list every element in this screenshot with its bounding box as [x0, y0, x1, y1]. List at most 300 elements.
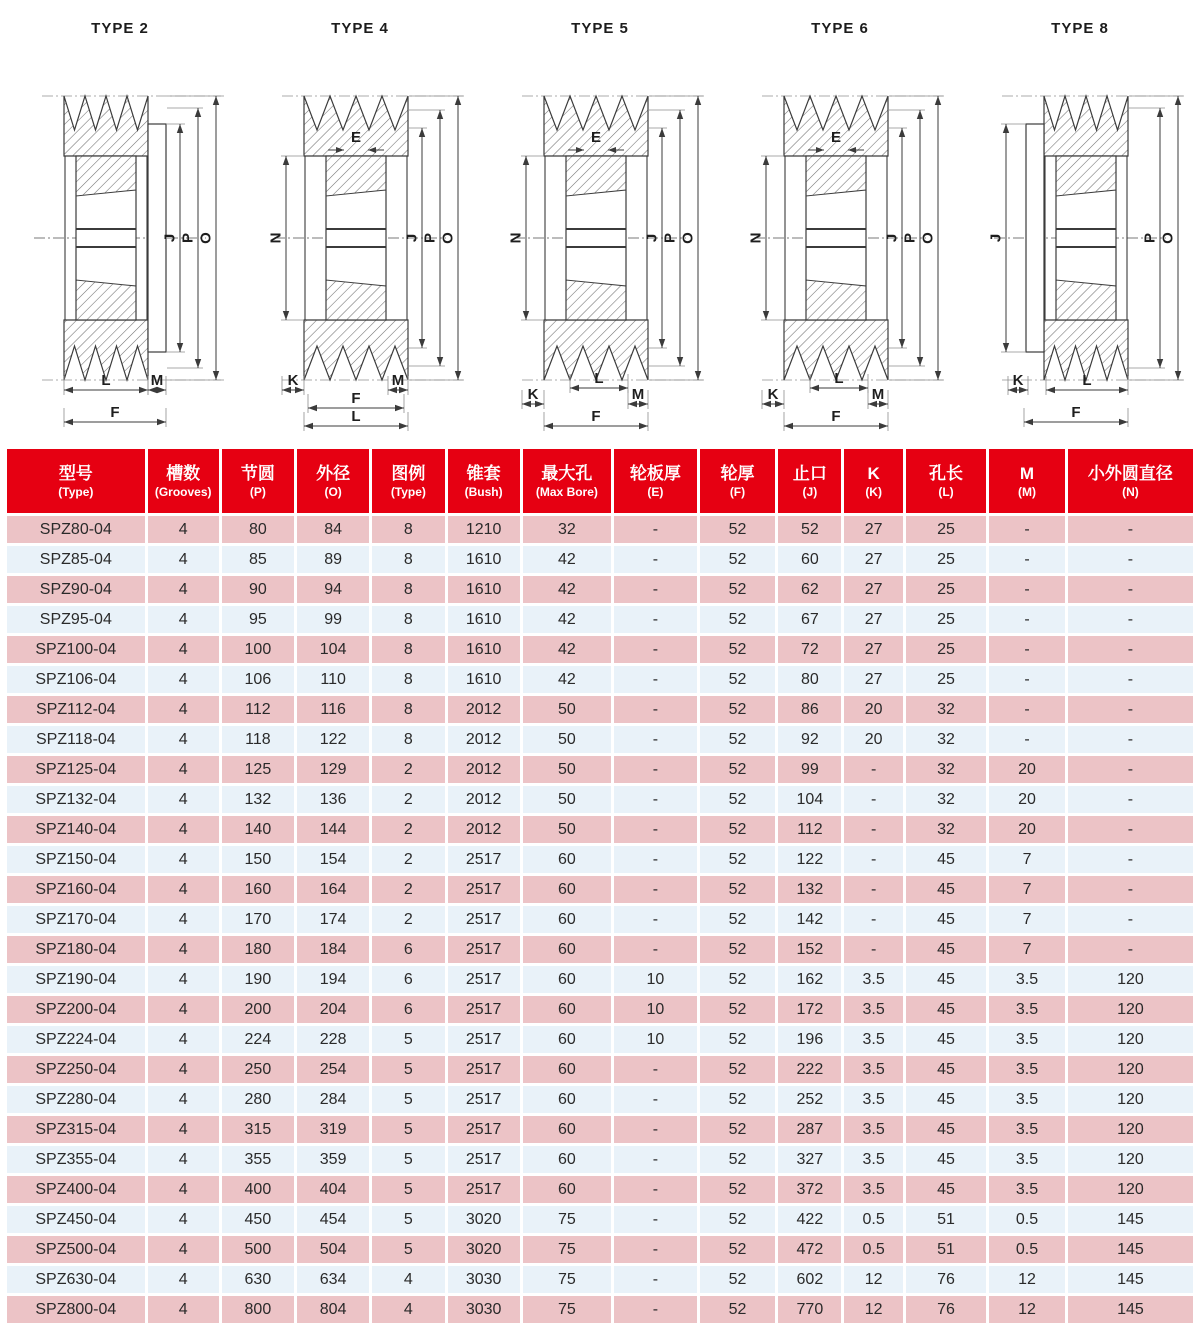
- table-cell: -: [614, 576, 697, 603]
- pulley-cross-section: [34, 96, 224, 427]
- table-cell: -: [614, 906, 697, 933]
- table-cell: 170: [222, 906, 294, 933]
- column-header-3: [297, 449, 369, 513]
- table-cell: 184: [297, 936, 369, 963]
- table-cell: 25: [906, 606, 986, 633]
- table-cell: 3.5: [844, 1176, 902, 1203]
- table-cell: 10: [614, 966, 697, 993]
- table-cell: 196: [778, 1026, 841, 1053]
- table-cell: 284: [297, 1086, 369, 1113]
- table-cell: -: [989, 546, 1065, 573]
- table-cell: 4: [148, 576, 219, 603]
- table-cell: 2517: [448, 846, 520, 873]
- table-cell: 52: [700, 966, 776, 993]
- table-cell: 2012: [448, 696, 520, 723]
- table-cell: 42: [523, 636, 611, 663]
- table-cell: -: [614, 876, 697, 903]
- table-cell: 45: [906, 966, 986, 993]
- table-cell: 20: [989, 816, 1065, 843]
- table-cell: 52: [700, 636, 776, 663]
- table-cell: 27: [844, 606, 902, 633]
- drawing-title: TYPE 2: [91, 20, 149, 37]
- table-cell: 4: [148, 1056, 219, 1083]
- table-cell: 7: [989, 906, 1065, 933]
- table-cell: 32: [906, 816, 986, 843]
- table-row: [7, 606, 1193, 633]
- column-header-zh: K: [867, 464, 880, 484]
- table-cell: -: [614, 666, 697, 693]
- table-cell: 120: [1068, 996, 1193, 1023]
- table-cell: 4: [372, 1266, 444, 1293]
- table-cell: 4: [148, 1266, 219, 1293]
- table-cell: 52: [700, 606, 776, 633]
- pulley-cross-section: [268, 96, 465, 431]
- table-cell: 32: [906, 696, 986, 723]
- table-cell: 72: [778, 636, 841, 663]
- table-row: [7, 516, 1193, 543]
- table-cell: 99: [297, 606, 369, 633]
- table-cell: -: [989, 606, 1065, 633]
- table-cell: 3.5: [844, 1146, 902, 1173]
- table-cell: 400: [222, 1176, 294, 1203]
- pulley-diagram-svg: [962, 38, 1198, 438]
- table-cell: 27: [844, 516, 902, 543]
- table-cell: 7: [989, 876, 1065, 903]
- table-cell: 95: [222, 606, 294, 633]
- table-cell: 52: [700, 516, 776, 543]
- table-cell: 45: [906, 996, 986, 1023]
- table-row: [7, 1236, 1193, 1263]
- table-cell: 200: [222, 996, 294, 1023]
- table-cell: 8: [372, 666, 444, 693]
- cell-model: SPZ132-04: [7, 786, 145, 813]
- cell-model: SPZ200-04: [7, 996, 145, 1023]
- table-cell: 2517: [448, 906, 520, 933]
- table-cell: 84: [297, 516, 369, 543]
- table-cell: 120: [1068, 1026, 1193, 1053]
- table-cell: 12: [989, 1266, 1065, 1293]
- table-cell: 60: [523, 966, 611, 993]
- table-cell: 2012: [448, 756, 520, 783]
- drawing-title: TYPE 8: [1051, 20, 1109, 37]
- cell-model: SPZ280-04: [7, 1086, 145, 1113]
- table-cell: -: [844, 756, 902, 783]
- table-cell: 52: [700, 546, 776, 573]
- table-cell: 27: [844, 666, 902, 693]
- table-cell: -: [614, 696, 697, 723]
- column-header-en: (Type): [390, 484, 426, 499]
- table-row: [7, 1296, 1193, 1323]
- dim-label-E: E: [590, 129, 602, 146]
- table-cell: 52: [700, 576, 776, 603]
- table-cell: 132: [222, 786, 294, 813]
- table-cell: 80: [778, 666, 841, 693]
- column-header-en: (Bush): [464, 484, 503, 499]
- table-cell: 52: [700, 1236, 776, 1263]
- table-cell: 4: [148, 786, 219, 813]
- table-cell: 4: [148, 1236, 219, 1263]
- table-cell: 75: [523, 1266, 611, 1293]
- table-cell: 120: [1068, 1116, 1193, 1143]
- table-cell: 164: [297, 876, 369, 903]
- table-cell: 2517: [448, 1056, 520, 1083]
- table-cell: 8: [372, 696, 444, 723]
- table-cell: 2517: [448, 1146, 520, 1173]
- table-row: [7, 1206, 1193, 1233]
- table-cell: 634: [297, 1266, 369, 1293]
- table-cell: 89: [297, 546, 369, 573]
- column-header-0: [7, 449, 145, 513]
- dim-label-L: L: [1082, 372, 1092, 389]
- table-cell: -: [614, 786, 697, 813]
- table-row: [7, 696, 1193, 723]
- table-cell: 5: [372, 1026, 444, 1053]
- table-cell: 12: [844, 1296, 902, 1323]
- table-cell: -: [989, 696, 1065, 723]
- table-cell: 104: [297, 636, 369, 663]
- table-cell: 4: [148, 696, 219, 723]
- table-row: [7, 876, 1193, 903]
- table-cell: 172: [778, 996, 841, 1023]
- table-cell: -: [614, 846, 697, 873]
- table-cell: -: [844, 816, 902, 843]
- table-cell: 630: [222, 1266, 294, 1293]
- table-cell: 2517: [448, 966, 520, 993]
- table-cell: -: [989, 726, 1065, 753]
- dim-label-L: L: [594, 370, 604, 387]
- table-cell: 4: [148, 1146, 219, 1173]
- table-cell: 60: [523, 1116, 611, 1143]
- table-cell: 104: [778, 786, 841, 813]
- column-header-zh: 图例: [391, 464, 426, 484]
- table-cell: 1210: [448, 516, 520, 543]
- pulley-drawings-row: [0, 0, 1200, 444]
- table-cell: 12: [989, 1296, 1065, 1323]
- cell-model: SPZ118-04: [7, 726, 145, 753]
- table-cell: 287: [778, 1116, 841, 1143]
- table-cell: 32: [906, 756, 986, 783]
- table-cell: 45: [906, 876, 986, 903]
- cell-model: SPZ90-04: [7, 576, 145, 603]
- table-cell: -: [614, 1146, 697, 1173]
- table-cell: 5: [372, 1176, 444, 1203]
- table-row: [7, 816, 1193, 843]
- table-cell: 2: [372, 876, 444, 903]
- dim-label-J: J: [987, 233, 1005, 243]
- cell-model: SPZ800-04: [7, 1296, 145, 1323]
- table-cell: 2: [372, 786, 444, 813]
- table-cell: 8: [372, 726, 444, 753]
- dim-label-K: K: [1012, 372, 1024, 389]
- table-cell: 4: [148, 606, 219, 633]
- table-cell: 32: [906, 786, 986, 813]
- table-cell: 52: [700, 846, 776, 873]
- table-cell: 122: [778, 846, 841, 873]
- table-cell: 252: [778, 1086, 841, 1113]
- dim-label-O: O: [1159, 232, 1177, 244]
- table-cell: 3.5: [844, 1116, 902, 1143]
- column-header-11: [906, 449, 986, 513]
- table-cell: 3.5: [844, 1056, 902, 1083]
- table-cell: 10: [614, 996, 697, 1023]
- table-cell: 52: [700, 996, 776, 1023]
- column-header-8: [700, 449, 776, 513]
- table-cell: 42: [523, 576, 611, 603]
- table-cell: 4: [148, 876, 219, 903]
- table-cell: 2012: [448, 816, 520, 843]
- dim-label-F: F: [351, 390, 361, 407]
- table-cell: 45: [906, 906, 986, 933]
- table-row: [7, 636, 1193, 663]
- table-row: [7, 786, 1193, 813]
- table-cell: 5: [372, 1116, 444, 1143]
- table-cell: 60: [523, 906, 611, 933]
- table-cell: 52: [700, 696, 776, 723]
- column-header-zh: 止口: [792, 464, 827, 484]
- table-cell: 106: [222, 666, 294, 693]
- table-cell: 4: [148, 726, 219, 753]
- cell-model: SPZ106-04: [7, 666, 145, 693]
- column-header-zh: 最大孔: [541, 464, 593, 484]
- table-cell: 5: [372, 1146, 444, 1173]
- table-cell: 2012: [448, 786, 520, 813]
- cell-model: SPZ224-04: [7, 1026, 145, 1053]
- table-cell: 3030: [448, 1296, 520, 1323]
- table-cell: 7: [989, 936, 1065, 963]
- table-cell: 45: [906, 1116, 986, 1143]
- table-cell: 45: [906, 846, 986, 873]
- table-cell: 1610: [448, 546, 520, 573]
- table-cell: 3.5: [844, 1026, 902, 1053]
- table-cell: 125: [222, 756, 294, 783]
- table-cell: 20: [844, 696, 902, 723]
- dim-label-O: O: [679, 232, 697, 244]
- table-cell: 3.5: [989, 1146, 1065, 1173]
- table-cell: 12: [844, 1266, 902, 1293]
- dim-label-M: M: [150, 372, 164, 389]
- dim-label-K: K: [767, 386, 779, 403]
- table-cell: 85: [222, 546, 294, 573]
- drawing-type-4: [242, 6, 478, 444]
- column-header-9: [778, 449, 841, 513]
- cell-model: SPZ150-04: [7, 846, 145, 873]
- table-cell: 129: [297, 756, 369, 783]
- table-cell: 4: [148, 756, 219, 783]
- table-cell: 112: [222, 696, 294, 723]
- column-header-en: (Type): [58, 484, 94, 499]
- table-cell: -: [1068, 666, 1193, 693]
- table-cell: 504: [297, 1236, 369, 1263]
- column-header-5: [448, 449, 520, 513]
- table-cell: -: [614, 1236, 697, 1263]
- table-cell: 254: [297, 1056, 369, 1083]
- column-header-7: [614, 449, 697, 513]
- dim-label-M: M: [631, 386, 645, 403]
- table-cell: 8: [372, 516, 444, 543]
- table-cell: 0.5: [989, 1236, 1065, 1263]
- table-row: [7, 1116, 1193, 1143]
- table-cell: 4: [148, 966, 219, 993]
- table-cell: 250: [222, 1056, 294, 1083]
- table-cell: 60: [523, 1026, 611, 1053]
- web-plate: [1026, 124, 1044, 352]
- table-cell: 154: [297, 846, 369, 873]
- table-cell: 0.5: [989, 1206, 1065, 1233]
- table-cell: -: [1068, 876, 1193, 903]
- table-cell: 120: [1068, 1146, 1193, 1173]
- table-cell: 454: [297, 1206, 369, 1233]
- table-cell: -: [614, 1176, 697, 1203]
- table-cell: 67: [778, 606, 841, 633]
- table-cell: 50: [523, 816, 611, 843]
- table-cell: 42: [523, 606, 611, 633]
- table-cell: 280: [222, 1086, 294, 1113]
- dim-label-P: P: [421, 232, 439, 244]
- cell-model: SPZ125-04: [7, 756, 145, 783]
- column-header-2: [222, 449, 294, 513]
- table-cell: 359: [297, 1146, 369, 1173]
- table-cell: -: [989, 666, 1065, 693]
- pulley-diagram: [242, 38, 478, 438]
- table-cell: 42: [523, 666, 611, 693]
- table-cell: 25: [906, 516, 986, 543]
- table-cell: 52: [700, 1206, 776, 1233]
- table-cell: 20: [844, 726, 902, 753]
- table-cell: 4: [148, 996, 219, 1023]
- table-cell: 3.5: [844, 966, 902, 993]
- table-cell: 2: [372, 846, 444, 873]
- table-cell: 52: [778, 516, 841, 543]
- table-cell: 60: [523, 996, 611, 1023]
- table-cell: 2517: [448, 1116, 520, 1143]
- table-cell: 4: [372, 1296, 444, 1323]
- table-row: [7, 966, 1193, 993]
- column-header-en: (N): [1122, 484, 1139, 499]
- table-cell: 4: [148, 1026, 219, 1053]
- table-cell: 4: [148, 846, 219, 873]
- table-cell: -: [844, 786, 902, 813]
- column-header-13: [1068, 449, 1193, 513]
- cell-model: SPZ80-04: [7, 516, 145, 543]
- drawing-type-8: [962, 6, 1198, 444]
- table-cell: 2517: [448, 1026, 520, 1053]
- table-cell: 228: [297, 1026, 369, 1053]
- table-cell: 60: [523, 846, 611, 873]
- table-cell: 120: [1068, 1056, 1193, 1083]
- column-header-zh: 轮板厚: [629, 464, 681, 484]
- table-cell: -: [614, 936, 697, 963]
- drawing-title: TYPE 4: [331, 20, 389, 37]
- cell-model: SPZ85-04: [7, 546, 145, 573]
- table-cell: 52: [700, 1176, 776, 1203]
- pulley-cross-section: [748, 96, 945, 431]
- cell-model: SPZ500-04: [7, 1236, 145, 1263]
- table-row: [7, 1146, 1193, 1173]
- table-cell: 52: [700, 906, 776, 933]
- dim-label-O: O: [197, 232, 215, 244]
- table-cell: 204: [297, 996, 369, 1023]
- column-header-en: (L): [938, 484, 954, 499]
- cell-model: SPZ450-04: [7, 1206, 145, 1233]
- table-cell: 25: [906, 576, 986, 603]
- table-cell: 60: [523, 1176, 611, 1203]
- dim-label-E: E: [830, 129, 842, 146]
- table-cell: -: [1068, 696, 1193, 723]
- table-cell: 222: [778, 1056, 841, 1083]
- table-cell: 52: [700, 1116, 776, 1143]
- spec-table: [4, 446, 1196, 1326]
- table-cell: 150: [222, 846, 294, 873]
- cell-model: SPZ400-04: [7, 1176, 145, 1203]
- table-cell: 0.5: [844, 1206, 902, 1233]
- table-cell: 50: [523, 696, 611, 723]
- table-cell: 1610: [448, 606, 520, 633]
- cell-model: SPZ180-04: [7, 936, 145, 963]
- table-cell: 8: [372, 636, 444, 663]
- table-cell: -: [614, 516, 697, 543]
- table-cell: 4: [148, 516, 219, 543]
- table-cell: 75: [523, 1206, 611, 1233]
- table-cell: 60: [523, 1086, 611, 1113]
- table-cell: -: [1068, 906, 1193, 933]
- table-cell: 3.5: [989, 996, 1065, 1023]
- drawing-type-6: [722, 6, 958, 444]
- column-header-zh: 外径: [316, 464, 351, 484]
- column-header-zh: 轮厚: [720, 464, 755, 484]
- table-row: [7, 936, 1193, 963]
- table-cell: 2517: [448, 1086, 520, 1113]
- table-cell: 3.5: [989, 966, 1065, 993]
- cell-model: SPZ170-04: [7, 906, 145, 933]
- table-cell: -: [1068, 756, 1193, 783]
- table-cell: 3.5: [989, 1026, 1065, 1053]
- table-cell: 60: [523, 1146, 611, 1173]
- column-header-en: (F): [729, 484, 746, 499]
- table-cell: 5: [372, 1206, 444, 1233]
- table-cell: -: [844, 846, 902, 873]
- table-row: [7, 1266, 1193, 1293]
- table-cell: -: [989, 636, 1065, 663]
- table-cell: 27: [844, 576, 902, 603]
- cell-model: SPZ95-04: [7, 606, 145, 633]
- table-row: [7, 546, 1193, 573]
- table-cell: 2012: [448, 726, 520, 753]
- table-cell: 2: [372, 906, 444, 933]
- table-row: [7, 996, 1193, 1023]
- drawing-type-5: [482, 6, 718, 444]
- table-cell: -: [1068, 846, 1193, 873]
- pulley-cross-section: [988, 96, 1185, 427]
- cell-model: SPZ315-04: [7, 1116, 145, 1143]
- dim-label-F: F: [1071, 404, 1081, 421]
- dim-label-F: F: [831, 408, 841, 425]
- table-cell: 52: [700, 1086, 776, 1113]
- drawing-type-2: [2, 6, 238, 444]
- table-row: [7, 846, 1193, 873]
- dim-label-F: F: [591, 408, 601, 425]
- cell-model: SPZ112-04: [7, 696, 145, 723]
- table-cell: -: [1068, 726, 1193, 753]
- table-cell: 4: [148, 546, 219, 573]
- column-header-10: [844, 449, 902, 513]
- table-cell: -: [614, 1206, 697, 1233]
- table-cell: 25: [906, 666, 986, 693]
- dim-label-J: J: [161, 233, 179, 243]
- table-cell: 145: [1068, 1236, 1193, 1263]
- table-cell: 75: [523, 1296, 611, 1323]
- table-cell: 500: [222, 1236, 294, 1263]
- table-cell: 224: [222, 1026, 294, 1053]
